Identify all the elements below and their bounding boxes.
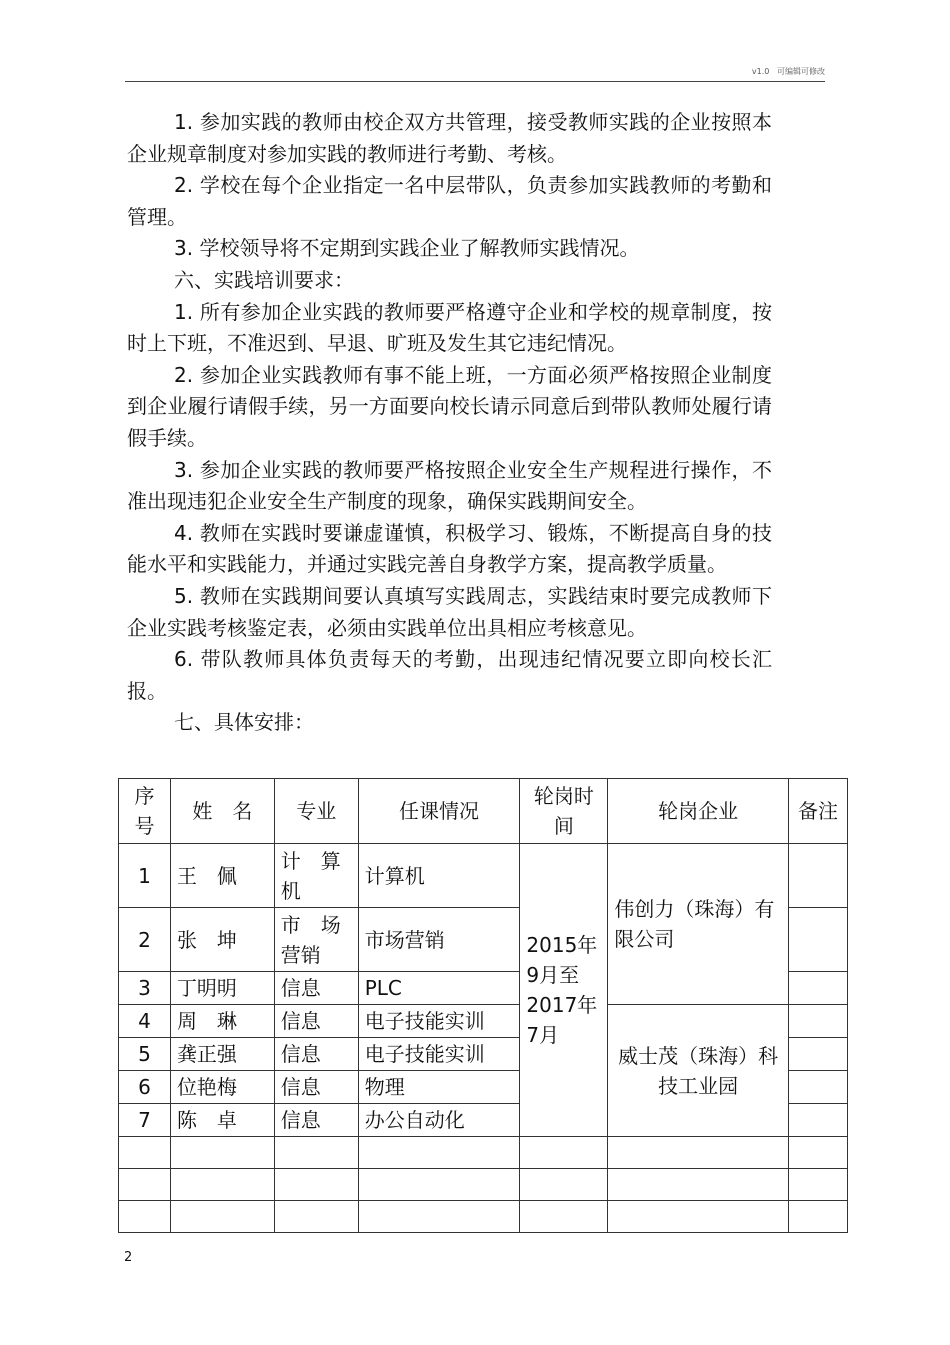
teacher-major: 信息 — [274, 1104, 358, 1137]
remark-cell — [789, 972, 848, 1005]
paragraph: 1. 参加实践的教师由校企双方共管理，接受教师实践的企业按照本企业规章制度对参加实践的教师进行考勤、考核。 — [127, 110, 772, 166]
teacher-course: 办公自动化 — [358, 1104, 520, 1137]
teacher-major: 信息 — [274, 972, 358, 1005]
teacher-name: 丁明明 — [170, 972, 274, 1005]
rotation-company: 威士茂（珠海）科技工业园 — [608, 1005, 789, 1137]
header-cell: 姓 名 — [170, 779, 274, 844]
teacher-name: 王 佩 — [170, 844, 274, 908]
page-number: 2 — [124, 1250, 133, 1265]
row-number: 7 — [119, 1104, 171, 1137]
section-heading: 六、实践培训要求： — [174, 267, 354, 292]
page-header — [125, 66, 825, 77]
remark-cell — [789, 908, 848, 972]
header-cell: 轮岗企业 — [608, 779, 789, 844]
arrangement-table — [118, 778, 848, 1233]
header-cell: 轮岗时间 — [520, 779, 608, 844]
row-number: 4 — [119, 1005, 171, 1038]
teacher-major: 信息 — [274, 1071, 358, 1104]
paragraph: 2. 学校在每个企业指定一名中层带队，负责参加实践教师的考勤和管理。 — [127, 173, 772, 229]
header-cell: 专业 — [274, 779, 358, 844]
remark-cell — [789, 1071, 848, 1104]
teacher-major: 信息 — [274, 1005, 358, 1038]
teacher-course: 计算机 — [358, 844, 520, 908]
paragraph: 3. 学校领导将不定期到实践企业了解教师实践情况。 — [174, 236, 640, 261]
teacher-major: 信息 — [274, 1038, 358, 1071]
paragraph: 6. 带队教师具体负责每天的考勤，出现违纪情况要立即向校长汇报。 — [127, 647, 772, 703]
teacher-name: 张 坤 — [170, 908, 274, 972]
teacher-major: 计 算机 — [274, 844, 358, 908]
row-number: 5 — [119, 1038, 171, 1071]
table-row — [119, 844, 848, 908]
teacher-course: 电子技能实训 — [358, 1038, 520, 1071]
teacher-course: 市场营销 — [358, 908, 520, 972]
teacher-name: 陈 卓 — [170, 1104, 274, 1137]
table-header-row — [119, 779, 848, 844]
rotation-company: 伟创力（珠海）有限公司 — [608, 844, 789, 1005]
table-row — [119, 1005, 848, 1038]
row-number: 6 — [119, 1071, 171, 1104]
row-number: 2 — [119, 908, 171, 972]
remark-cell — [789, 844, 848, 908]
teacher-course: 电子技能实训 — [358, 1005, 520, 1038]
rotation-period: 2015年9月至2017年7月 — [520, 844, 608, 1137]
paragraph: 2. 参加企业实践教师有事不能上班，一方面必须严格按照企业制度到企业履行请假手续，另一方面要向校长请示同意后到带队教师处履行请假手续。 — [127, 362, 772, 450]
empty-row — [119, 1169, 848, 1201]
header-version: v1.0 — [751, 67, 770, 76]
paragraph: 5. 教师在实践期间要认真填写实践周志，实践结束时要完成教师下企业实践考核鉴定表，必须由实践单位出具相应考核意见。 — [127, 583, 772, 640]
section-heading: 七、具体安排： — [174, 710, 314, 735]
header-cell: 序号 — [119, 779, 171, 844]
teacher-name: 龚正强 — [170, 1038, 274, 1071]
header-cell: 备注 — [789, 779, 848, 844]
header-rule — [125, 81, 825, 82]
remark-cell — [789, 1104, 848, 1137]
teacher-name: 位艳梅 — [170, 1071, 274, 1104]
empty-row — [119, 1137, 848, 1169]
teacher-course: PLC — [358, 972, 520, 1005]
teacher-major: 市 场营销 — [274, 908, 358, 972]
paragraph: 1. 所有参加企业实践的教师要严格遵守企业和学校的规章制度，按时上下班，不准迟到、早退、旷班及发生其它违纪情况。 — [127, 299, 772, 356]
paragraph: 3. 参加企业实践的教师要严格按照企业安全生产规程进行操作，不准出现违犯企业安全生产制度的现象，确保实践期间安全。 — [127, 457, 772, 514]
paragraph: 4. 教师在实践时要谦虚谨慎，积极学习、锻炼，不断提高自身的技能水平和实践能力，并通过实践完善自身教学方案，提高教学质量。 — [127, 520, 772, 577]
header-note: 可编辑可修改 — [777, 67, 825, 76]
empty-row — [119, 1201, 848, 1233]
row-number: 3 — [119, 972, 171, 1005]
remark-cell — [789, 1038, 848, 1071]
teacher-name: 周 琳 — [170, 1005, 274, 1038]
header-cell: 任课情况 — [358, 779, 520, 844]
remark-cell — [789, 1005, 848, 1038]
row-number: 1 — [119, 844, 171, 908]
document-body — [127, 107, 772, 739]
teacher-course: 物理 — [358, 1071, 520, 1104]
